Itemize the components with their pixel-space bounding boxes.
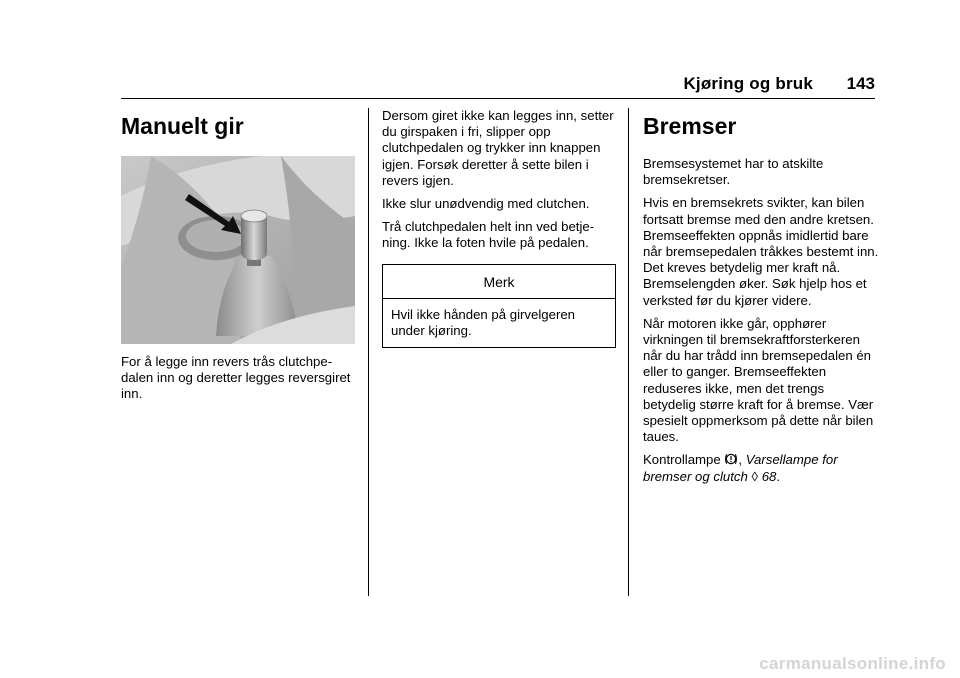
ref-end: . [776, 468, 781, 484]
header-page-number: 143 [846, 74, 875, 93]
column-1 [121, 108, 355, 410]
section-title-manual-gear: Manuelt gir [121, 113, 244, 139]
column-divider-2 [628, 108, 629, 596]
paragraph: Dersom giret ikke kan legges inn, setter du girspaken i fri, slipper opp clutchpedalen og trykker inn knappen igjen. Forsøk deretter å sette bilen i revers igjen. [382, 108, 614, 188]
column-3 [643, 108, 879, 492]
note-box [382, 264, 616, 349]
paragraph: Trå clutchpedalen helt inn ved betjening. Ikke la foten hvile på pedalen. [382, 219, 595, 251]
paragraph: Når motoren ikke går, opphører virkningen til bremsekraftforsterkeren når du har trådd inn bremsepedalen én eller to ganger. Bremseeffekten reduseres ikke, men det trengs betydelig større kraft for å bremse. Vær spesielt oppmerksom på dette når bilen taues. [643, 315, 874, 445]
watermark: carmanualsonline.info [759, 654, 946, 673]
gear-caption: For å legge inn revers trås clutchpedalen inn og deretter legges reversgiret inn. [121, 354, 351, 402]
note-title: Merk [383, 265, 615, 299]
column-2 [382, 108, 614, 348]
ref-prefix: Kontrollampe [643, 452, 721, 468]
gear-shift-illustration [121, 156, 355, 344]
page-header [121, 70, 875, 99]
note-text: Hvil ikke hånden på girvelgeren under kjøring. [391, 306, 576, 339]
header-section-title: Kjøring og bruk [683, 74, 813, 93]
column-divider-1 [368, 108, 369, 596]
ref-link[interactable]: Varsellampe for bremser og clutch [643, 452, 838, 484]
page-ref-arrow-icon: ◊ [751, 468, 759, 484]
section-title-brakes: Bremser [643, 113, 737, 139]
cross-reference [643, 452, 879, 484]
brake-warning-icon [724, 452, 738, 466]
ref-separator: , [738, 452, 743, 468]
paragraph: Bremsesystemet har to atskilte bremsekretser. [643, 156, 824, 188]
paragraph: Ikke slur unødvendig med clutchen. [382, 196, 590, 212]
ref-page[interactable]: 68 [761, 468, 777, 484]
paragraph: Hvis en bremsekrets svikter, kan bilen fortsatt bremse med den andre kretsen. Bremseeffekten oppnås imidlertid bare når bremsepedalen tråkkes bestemt inn. Det kreves betydelig mer kraft nå. Bremselengden øker. Søk hjelp hos et verksted før du kjører videre. [643, 195, 879, 308]
